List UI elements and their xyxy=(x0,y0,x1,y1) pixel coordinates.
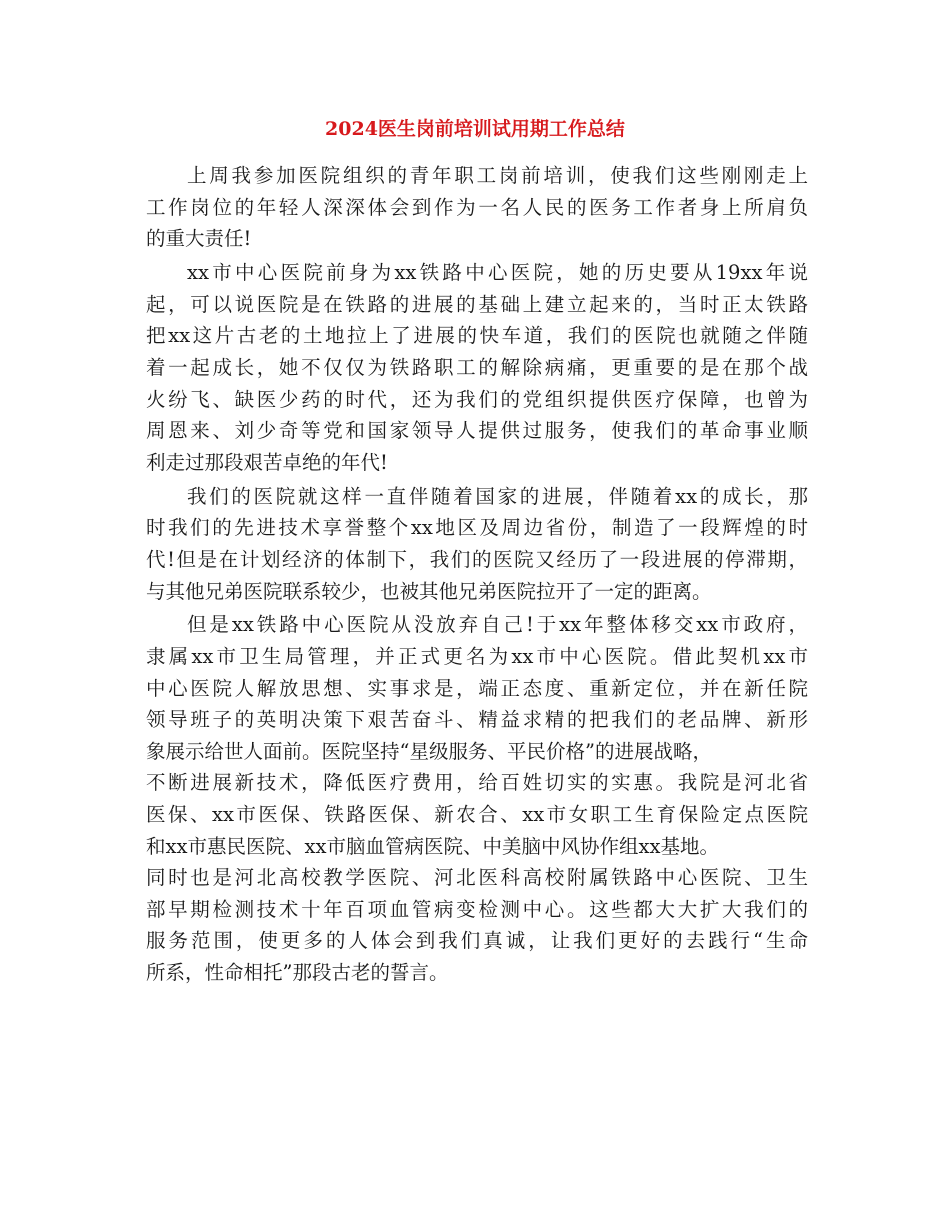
text-line: 中心医院人解放思想、实事求是，端正态度、重新定位，并在新任院 xyxy=(146,676,808,700)
paragraph-3 xyxy=(146,481,808,607)
text-line: 医保、xx市医保、铁路医保、新农合、xx市女职工生育保险定点医院 xyxy=(146,803,808,827)
text-line: 领导班子的英明决策下艰苦奋斗、精益求精的把我们的老品牌、新形 xyxy=(146,708,808,732)
text-line: 利走过那段艰苦卓绝的年代! xyxy=(146,450,388,474)
text-line: 起，可以说医院是在铁路的进展的基础上建立起来的，当时正太铁路 xyxy=(146,292,808,316)
text-line: 着一起成长，她不仅仅为铁路职工的解除病痛，更重要的是在那个战 xyxy=(146,355,808,379)
text-line: 把xx这片古老的土地拉上了进展的快车道，我们的医院也就随之伴随 xyxy=(146,324,808,348)
document-title: 2024医生岗前培训试用期工作总结 xyxy=(325,118,625,140)
text-line: 时我们的先进技术享誉整个xx地区及周边省份，制造了一段辉煌的时 xyxy=(146,516,808,540)
text-line: 隶属xx市卫生局管理，并正式更名为xx市中心医院。借此契机xx市 xyxy=(146,645,808,669)
text-line: 周恩来、刘少奇等党和国家领导人提供过服务，使我们的革命事业顺 xyxy=(146,419,808,443)
paragraph-4 xyxy=(146,609,808,988)
text-line: 同时也是河北高校教学医院、河北医科高校附属铁路中心医院、卫生 xyxy=(146,866,808,890)
paragraph-2 xyxy=(146,257,808,478)
text-line: 火纷飞、缺医少药的时代，还为我们的党组织提供医疗保障，也曾为 xyxy=(146,387,808,411)
text-line: 上周我参加医院组织的青年职工岗前培训，使我们这些刚刚走上 xyxy=(187,164,808,187)
text-line: 工作岗位的年轻人深深体会到作为一名人民的医务工作者身上所肩负 xyxy=(146,195,808,219)
text-line: 我们的医院就这样一直伴随着国家的进展，伴随着xx的成长，那 xyxy=(187,484,808,508)
text-line: 部早期检测技术十年百项血管病变检测中心。这些都大大扩大我们的 xyxy=(146,897,808,921)
text-line: 与其他兄弟医院联系较少，也被其他兄弟医院拉开了一定的距离。 xyxy=(146,579,712,603)
text-line: 但是xx铁路中心医院从没放弃自己!于xx年整体移交xx市政府， xyxy=(187,613,808,637)
document-body xyxy=(146,160,808,991)
paragraph-1 xyxy=(146,160,808,255)
text-line: 所系，性命相托”那段古老的誓言。 xyxy=(146,961,449,985)
text-line: 象展示给世人面前。医院坚持“星级服务、平民价格”的进展战略， xyxy=(146,739,712,763)
text-line: 的重大责任! xyxy=(146,227,252,251)
text-line: 服务范围，使更多的人体会到我们真诚，让我们更好的去践行“生命 xyxy=(146,929,808,953)
text-line: 和xx市惠民医院、xx市脑血管病医院、中美脑中风协作组xx基地。 xyxy=(146,834,719,858)
text-line: 代!但是在计划经济的体制下，我们的医院又经历了一段进展的停滞期， xyxy=(146,547,808,571)
text-line: xx市中心医院前身为xx铁路中心医院，她的历史要从19xx年说 xyxy=(187,261,808,285)
text-line: 不断进展新技术，降低医疗费用，给百姓切实的实惠。我院是河北省 xyxy=(146,771,808,795)
